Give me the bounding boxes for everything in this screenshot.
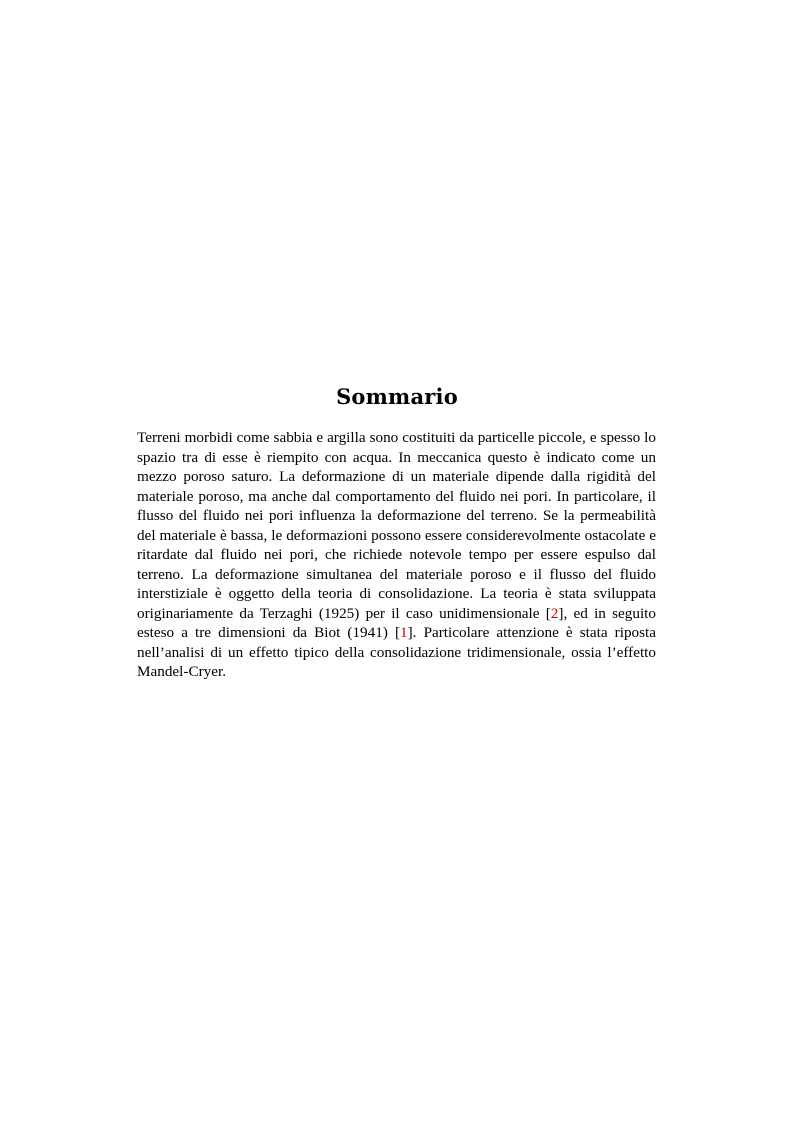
abstract-text-part-2: ], ed in seguito esteso a tre dimensioni da Biot (1941) [ (137, 604, 656, 641)
citation-link-2[interactable]: 2 (550, 604, 559, 622)
abstract-text-part-1: Terreni morbidi come sabbia e argilla sono costituiti da particelle piccole, e spesso lo spazio tra di esse è riempito con acqua. In meccanica questo è indicato come un mezzo poroso saturo. La deformazione di un materiale dipende dalla rigidità del materiale poroso, ma anche dal comportamento del fluido nei pori. In particolare, il flusso del fluido nei pori influenza la deformazione del terreno. Se la permeabilità del materiale è bassa, le deformazioni possono essere considerevolmente ostacolate e ritardate dal fluido nei pori, che richiede notevole tempo per essere espulso dal terreno. La deformazione simultanea del materiale poroso e il flusso del fluido interstiziale è oggetto della teoria di consolidazione. La teoria è stata sviluppata originariamente da Terzaghi (1925) per il caso unidimensionale [ (137, 429, 656, 622)
abstract-body (137, 428, 656, 682)
citation-link-1[interactable]: 1 (400, 624, 408, 641)
abstract-text-part-3: ]. Particolare attenzione è stata riposta nell’analisi di un effetto tipico della consolidazione tridimensionale, ossia l’effetto Mandel-Cryer. (137, 624, 656, 680)
abstract-title: Sommario (336, 384, 458, 409)
